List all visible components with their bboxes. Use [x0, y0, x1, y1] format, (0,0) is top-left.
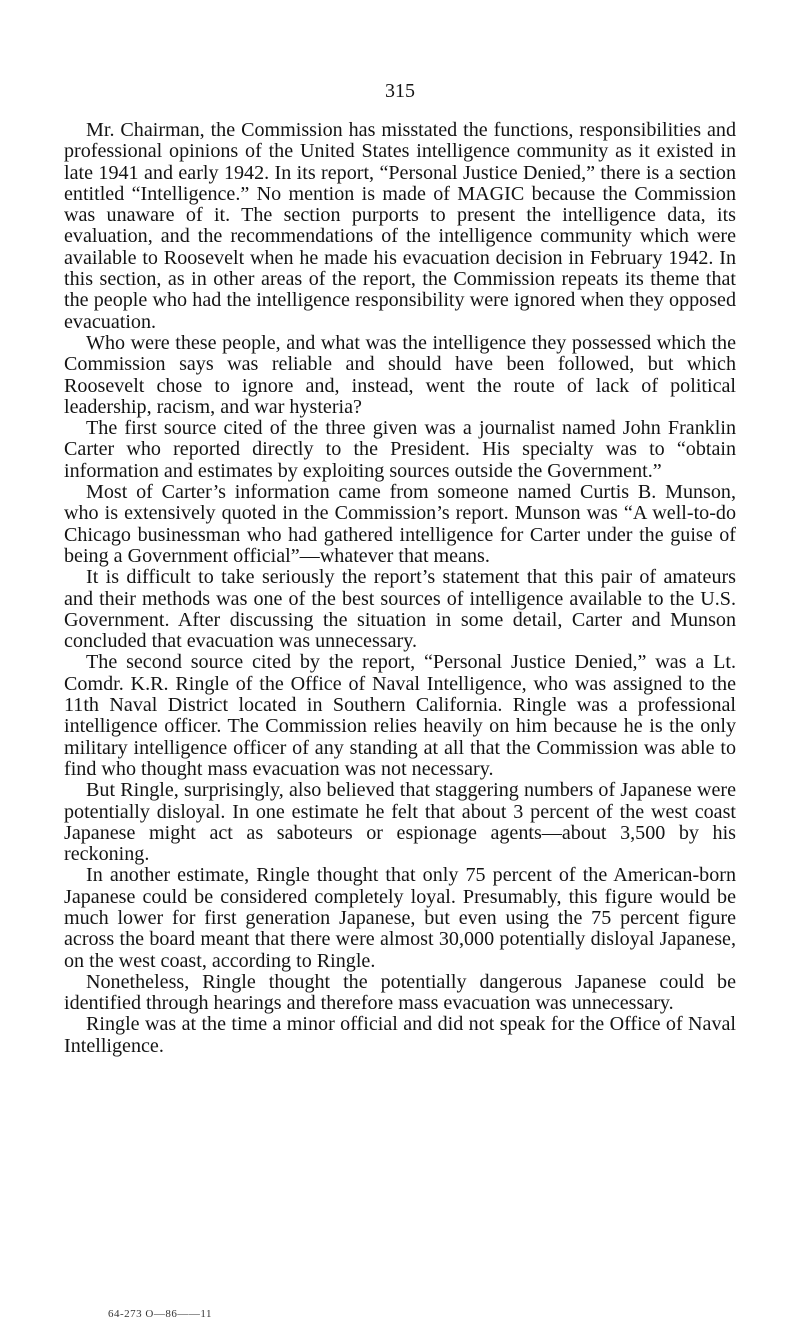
- paragraph: But Ringle, surprisingly, also believed that staggering numbers of Japanese were potentially disloyal. In one estimate he felt that about 3 percent of the west coast Japanese might act as saboteurs or espionage agents—about 3,500 by his reckoning.: [64, 779, 736, 866]
- page-number: 315: [385, 80, 415, 102]
- paragraph: Most of Carter’s information came from someone named Curtis B. Munson, who is extensively quoted in the Commission’s report. Munson was “A well-to-do Chicago businessman who had gathered intelligence for Carter under the guise of being a Government official”—whatever that means.: [64, 481, 736, 567]
- print-job-footer: 64-273 O—86——11: [108, 1308, 212, 1320]
- paragraph: Who were these people, and what was the intelligence they possessed which the Commission says was reliable and should have been followed, but which Roosevelt chose to ignore and, instead, went the route of lack of political leadership, racism, and war hysteria?: [64, 331, 736, 418]
- paragraph: The second source cited by the report, “Personal Justice Denied,” was a Lt. Comdr. K.R. Ringle of the Office of Naval Intelligence, who was assigned to the 11th Naval District located in Southern California. Ringle was a professional intelligence officer. The Commission relies heavily on him because he is the only military intelligence officer of any standing at all that the Commission was able to find who thought mass evacuation was not necessary.: [64, 651, 736, 780]
- paragraph: Ringle was at the time a minor official and did not speak for the Office of Naval Intelligence.: [64, 1013, 736, 1057]
- paragraph: In another estimate, Ringle thought that only 75 percent of the American-born Japanese could be considered completely loyal. Presumably, this figure would be much lower for first generation Japanese, but even using the 75 percent figure across the board meant that there were almost 30,000 potentially disloyal Japanese, on the west coast, according to Ringle.: [64, 864, 736, 972]
- paragraph: Nonetheless, Ringle thought the potentially dangerous Japanese could be identified through hearings and therefore mass evacuation was unnecessary.: [64, 970, 736, 1015]
- paragraph: It is difficult to take seriously the report’s statement that this pair of amateurs and their methods was one of the best sources of intelligence available to the U.S. Government. After discussing the situation in some detail, Carter and Munson concluded that evacuation was unnecessary.: [64, 566, 736, 653]
- body-text: [64, 120, 736, 1057]
- paragraph: The first source cited of the three given was a journalist named John Franklin Carter who reported directly to the President. His specialty was to “obtain information and estimates by exploiting sources outside the Government.”: [64, 417, 736, 482]
- paragraph: Mr. Chairman, the Commission has misstated the functions, responsibilities and professional opinions of the United States intelligence community as it existed in late 1941 and early 1942. In its report, “Personal Justice Denied,” there is a section entitled “Intelligence.” No mention is made of MAGIC because the Commission was unaware of it. The section purports to present the intelligence data, its evaluation, and the recommendations of the intelligence community which were available to Roosevelt when he made his evacuation decision in February 1942. In this section, as in other areas of the report, the Commission repeats its theme that the people who had the intelligence responsibility were ignored when they opposed evacuation.: [64, 119, 736, 333]
